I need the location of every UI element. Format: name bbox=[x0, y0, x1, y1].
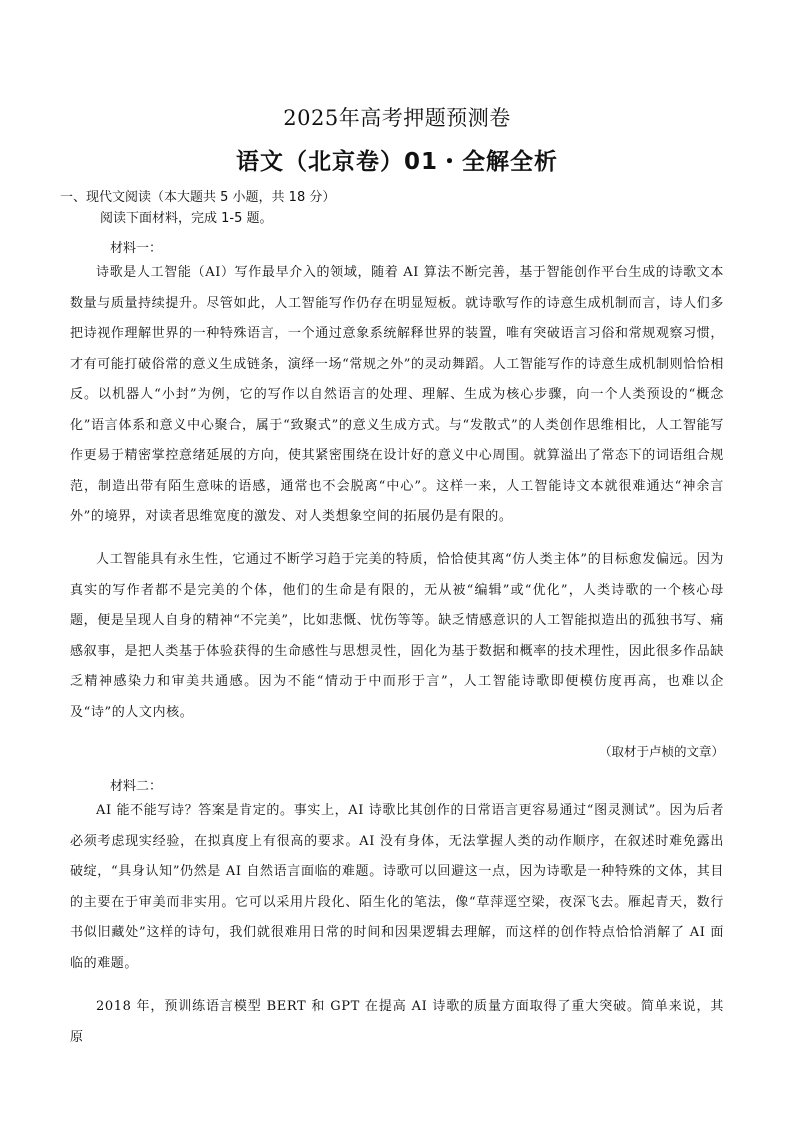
material-one-paragraph: 诗歌是人工智能（AI）写作最早介入的领域，随着 AI 算法不断完善，基于智能创作平台生成的诗歌文本数量与质量持续提升。尽管如此，人工智能写作仍存在明显短板。就诗歌写作的诗意生成机制而言，诗人们多把诗视作理解世界的一种特殊语言，一个通过意象系统解释世界的装置，唯有突破语言习俗和常规观察习惯，才有可能打破俗常的意义生成链条，演绎一场“常规之外”的灵动舞蹈。人工智能写作的诗意生成机制则恰恰相反。以机器人“小封”为例，它的写作以自然语言的处理、理解、生成为核心步骤，向一个人类预设的“概念化”语言体系和意义中心聚合，属于“致聚式”的意义生成方式。与“发散式”的人类创作思维相比，人工智能写作更易于精密掌控意绪延展的方向，使其紧密围绕在设计好的意义中心周围。就算溢出了常态下的词语组合规范，制造出带有陌生意味的语感，通常也不会脱离“中心”。这样一来，人工智能诗文本就很难通达“神余言外”的境界，对读者思维宽度的激发、对人类想象空间的拓展仍是有限的。 bbox=[70, 265, 724, 524]
section-heading: 一、现代文阅读（本大题共 5 小题，共 18 分） bbox=[60, 190, 336, 205]
exam-subtitle: 语文（北京卷）01・全解全析 bbox=[235, 149, 558, 175]
material-two-paragraph: 2018 年，预训练语言模型 BERT 和 GPT 在提高 AI 诗歌的质量方面取得了重大突破。简单来说，其原 bbox=[70, 999, 724, 1045]
material-one-paragraph: 人工智能具有永生性，它通过不断学习趋于完美的特质，恰恰使其离“仿人类主体”的目标愈发偏远。因为真实的写作者都不是完美的个体，他们的生命是有限的，无从被“编辑”或“优化”，人类诗歌的一个核心母题，便是呈现人自身的精神“不完美”，比如悲慨、忧伤等等。缺乏情感意识的人工智能拟造出的孤独书写、痛感叙事，是把人类基于体验获得的生命感性与思想灵性，固化为基于数据和概率的技术理性，因此很多作品缺乏精神感染力和审美共通感。因为不能“情动于中而形于言”，人工智能诗歌即便模仿度再高，也难以企及“诗”的人文内核。 bbox=[70, 552, 724, 720]
material-two-label: 材料二： bbox=[110, 779, 163, 794]
section-instruction: 阅读下面材料，完成 1-5 题。 bbox=[100, 211, 273, 226]
source-citation: （取材于卢桢的文章） bbox=[598, 744, 724, 759]
exam-title: 2025年高考押题预测卷 bbox=[283, 106, 511, 130]
material-one-label: 材料一： bbox=[110, 241, 163, 256]
material-two-paragraph: AI 能不能写诗？答案是肯定的。事实上，AI 诗歌比其创作的日常语言更容易通过“图灵测试”。因为后者必须考虑现实经验，在拟真度上有很高的要求。AI 没有身体，无法掌握人类的动作顺序，在叙述时难免露出破绽，“具身认知”仍然是 AI 自然语言面临的难题。诗歌可以回避这一点，因为诗歌是一种特殊的文体，其目的主要在于审美而非实用。它可以采用片段化、陌生化的笔法，像“草萍逕空梁，夜深飞去。雁起青天，数行书似旧藏处”这样的诗句，我们就很难用日常的时间和因果逻辑去理解，而这样的创作特点恰恰消解了 AI 面临的难题。 bbox=[70, 803, 724, 971]
